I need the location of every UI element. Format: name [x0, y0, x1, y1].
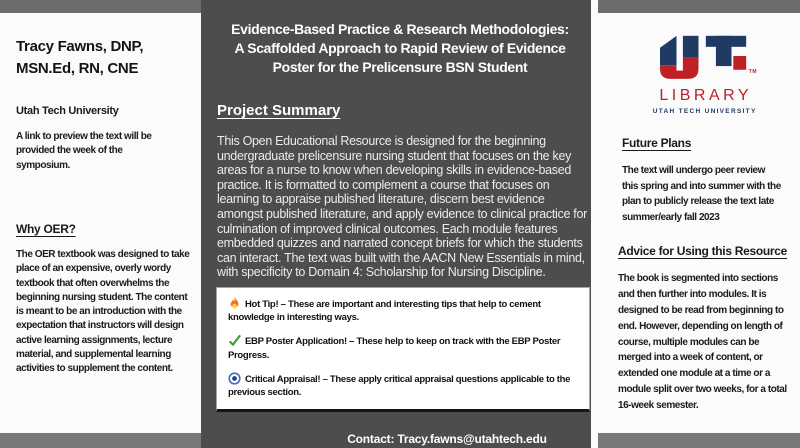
project-summary-body: This Open Educational Resource is designed for the beginning undergraduate prelicensure nursing student that focuses on the key areas for a nurse to know when developing skills in evidence-based practice. It is formatted to complement a course that focuses on learning to appraise published literature, discern best evidence amongst published literature, and apply evidence to clinical practice for culmination of improved clinical outcomes. Each module features embedded quizzes and narrated concept briefs for which the students can interact. The text was built with the AACN New Essentials in mind, with specificity to Domain 4: Scholarship for Nursing Discipline.	[217, 134, 587, 280]
fire-icon	[228, 297, 241, 310]
project-summary-heading: Project Summary	[217, 102, 341, 119]
tip-hot-tip	[228, 297, 579, 324]
future-plans-heading: Future Plans	[622, 136, 692, 150]
poster-title-line-2: A Scaffolded Approach to Rapid Review of Evidence	[234, 40, 566, 56]
tip-ebp-poster	[228, 334, 579, 361]
check-icon	[228, 334, 241, 347]
poster-title	[209, 20, 591, 77]
library-wordmark: LIBRARY	[659, 87, 753, 104]
why-oer-body: The OER textbook was designed to take place of an expensive, overly wordy textbook that often overwhelms the beginning nursing student. The content is meant to be an introduction with the expectation that instructors will design active learning assignments, lecture material, and supplemental learning activities to supplement the content.	[16, 249, 190, 375]
ut-library-logo	[618, 33, 800, 115]
tip-ebp-poster-text: EBP Poster Application! – These help to keep on track with the EBP Poster Progress.	[228, 336, 561, 361]
target-icon	[228, 372, 241, 385]
tip-critical-appraisal	[228, 372, 579, 399]
poster-title-line-3: Poster for the Prelicensure BSN Student	[272, 59, 528, 75]
center-panel	[201, 0, 598, 448]
tip-critical-appraisal-text: Critical Appraisal! – These apply critical appraisal questions applicable to the previous section.	[228, 373, 571, 398]
why-oer-heading: Why OER?	[16, 222, 76, 236]
tip-hot-tip-text: Hot Tip! – These are important and interesting tips that help to cement knowledge in interesting ways.	[228, 298, 541, 324]
contact-email: Contact: Tracy.fawns@utahtech.edu	[347, 432, 547, 446]
advice-heading: Advice for Using this Resource	[618, 244, 788, 259]
university-wordmark: UTAH TECH UNIVERSITY	[652, 108, 757, 115]
advice-body: The book is segmented into sections and then further into modules. It is designed to be read from beginning to end. However, depending on length of course, multiple modules can be merged into a week of content, or extended one module at a time or a module split over two weeks, for a total 16-week semester.	[618, 273, 787, 411]
future-plans-body: The text will undergo peer review this spring and into summer with the plan to publicly release the text late summer/early fall 2023	[622, 165, 781, 223]
left-panel	[0, 13, 194, 433]
institution-name: Utah Tech University	[16, 104, 119, 117]
ut-logo-mark	[660, 33, 757, 84]
tip-legend-box	[216, 287, 590, 412]
right-panel	[605, 13, 800, 433]
poster-title-line-1: Evidence-Based Practice & Research Methodologies:	[231, 21, 569, 37]
trademark-symbol: TM	[748, 69, 757, 75]
ut-monogram-icon	[660, 33, 748, 79]
author-name: Tracy Fawns, DNP, MSN.Ed, RN, CNE	[16, 38, 144, 77]
preview-note: A link to preview the text will be provided the week of the symposium.	[16, 130, 152, 171]
